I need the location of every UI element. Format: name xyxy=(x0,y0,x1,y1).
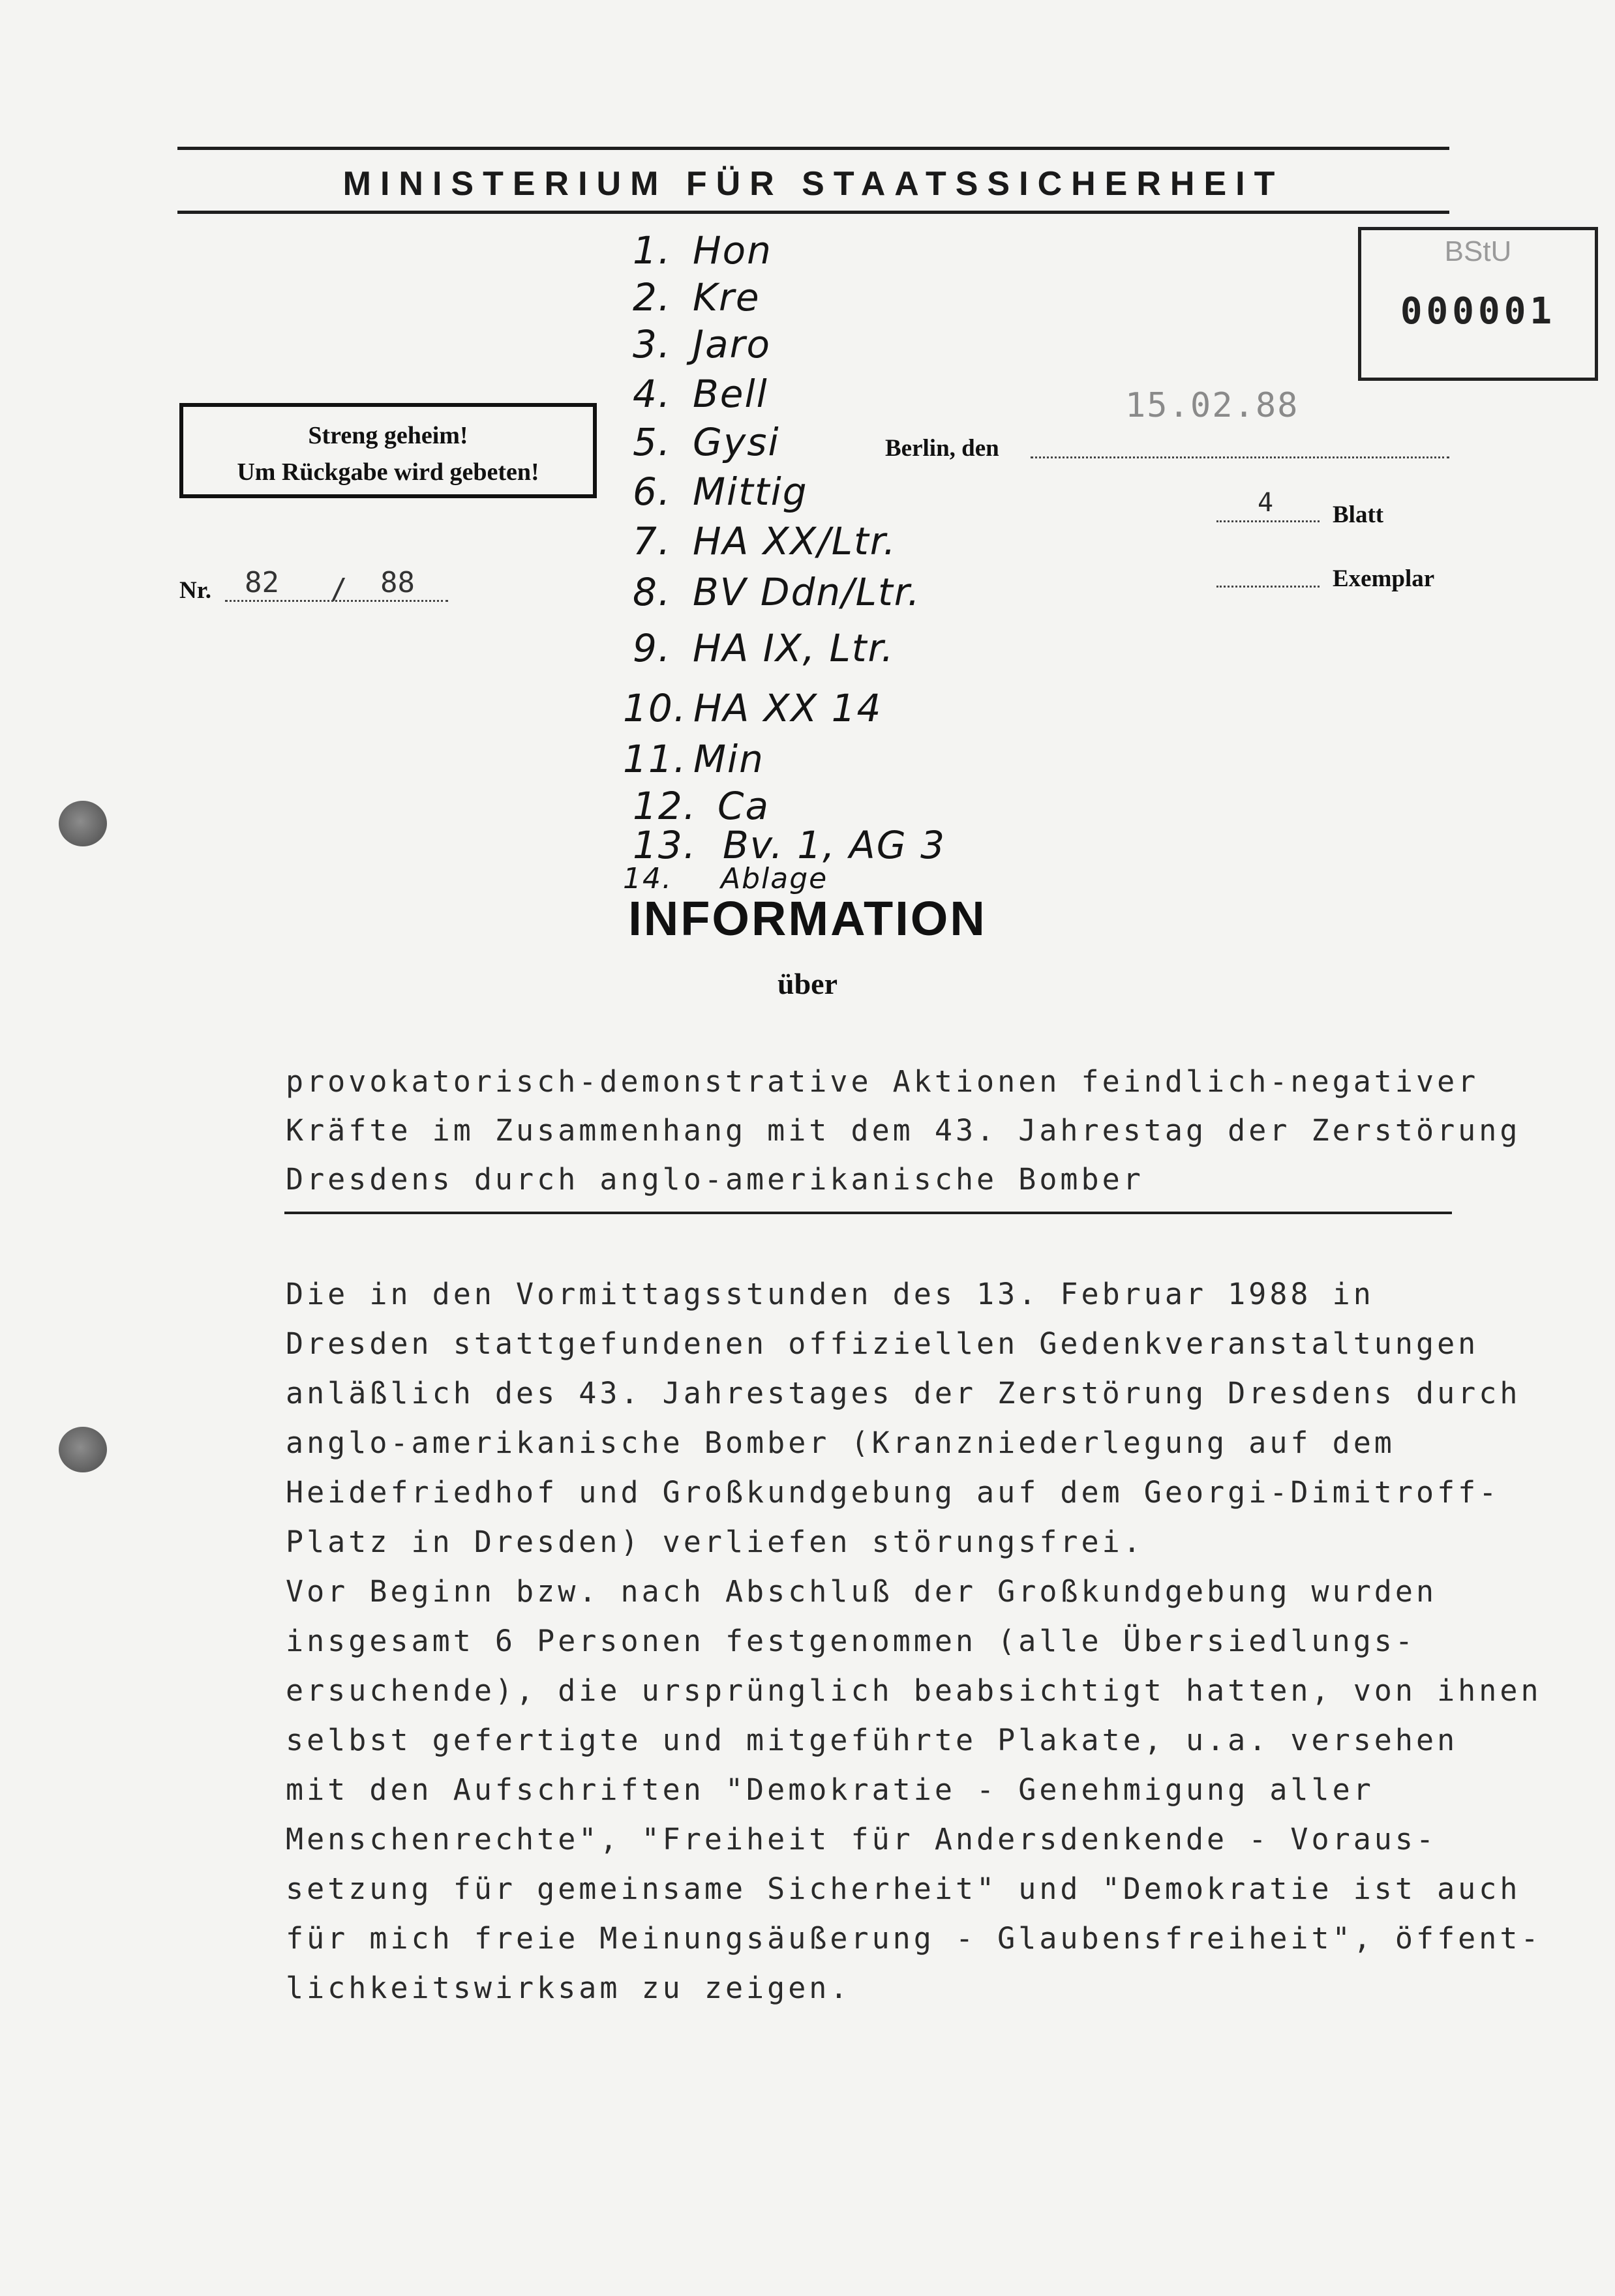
distribution-item: 7. HA XX/Ltr. xyxy=(633,519,897,563)
body-line: für mich freie Meinungsäußerung - Glaubensfreiheit", öffent- xyxy=(286,1921,1542,1956)
doc-number-part1: 82 xyxy=(245,566,279,599)
body-line: lichkeitswirksam zu zeigen. xyxy=(286,1971,851,2005)
distribution-item: 14. Ablage xyxy=(623,862,828,895)
bstu-label: BStU xyxy=(1444,235,1512,267)
distribution-item: 12. Ca xyxy=(633,784,770,828)
doc-number-sep: / xyxy=(330,573,348,606)
body-line: mit den Aufschriften "Demokratie - Genehmigung aller xyxy=(286,1772,1374,1807)
ministry-heading: MINISTERIUM FÜR STAATSSICHERHEIT xyxy=(342,165,1284,203)
subject-line: Kräfte im Zusammenhang mit dem 43. Jahrestag der Zerstörung xyxy=(286,1113,1521,1148)
header-top-rule xyxy=(177,147,1449,150)
distribution-item: 4. Bell xyxy=(633,372,768,416)
blatt-line xyxy=(1216,520,1320,522)
blatt-value: 4 xyxy=(1258,488,1274,518)
body-line: Menschenrechte", "Freiheit für Andersdenkende - Voraus- xyxy=(286,1822,1438,1856)
exemplar-label: Exemplar xyxy=(1333,565,1435,592)
body-line: Dresden stattgefundenen offiziellen Gedenkveranstaltungen xyxy=(286,1326,1479,1361)
place-label: Berlin, den xyxy=(885,435,999,462)
doc-number-line xyxy=(225,600,448,602)
document-title: INFORMATION xyxy=(628,891,987,946)
distribution-item: 9. HA IX, Ltr. xyxy=(633,626,895,670)
body-line: Heidefriedhof und Großkundgebung auf dem Georgi-Dimitroff- xyxy=(286,1475,1500,1510)
bstu-archive-stamp xyxy=(1358,227,1598,381)
classification-box xyxy=(179,403,597,498)
classification-line-2: Um Rückgabe wird gebeten! xyxy=(237,458,539,486)
subject-line: Dresdens durch anglo-amerikanische Bomber xyxy=(286,1162,1144,1197)
distribution-item: 1. Hon xyxy=(633,228,772,273)
date-stamp: 15.02.88 xyxy=(1125,386,1299,425)
body-line: anglo-amerikanische Bomber (Kranzniederlegung auf dem xyxy=(286,1425,1395,1460)
date-line xyxy=(1031,456,1449,458)
header-bottom-rule xyxy=(177,211,1449,214)
doc-number-part2: 88 xyxy=(380,566,415,599)
distribution-item: 13. Bv. 1, AG 3 xyxy=(633,823,946,867)
body-line: ersuchende), die ursprünglich beabsichtigt hatten, von ihnen xyxy=(286,1673,1542,1708)
punch-hole xyxy=(59,1427,107,1472)
body-line: Vor Beginn bzw. nach Abschluß der Großkundgebung wurden xyxy=(286,1574,1438,1609)
distribution-item: 8. BV Ddn/Ltr. xyxy=(633,570,921,614)
body-line: Die in den Vormittagsstunden des 13. Februar 1988 in xyxy=(286,1277,1374,1311)
distribution-item: 10. HA XX 14 xyxy=(623,686,883,730)
document-subtitle: über xyxy=(777,967,838,1000)
body-line: selbst gefertigte und mitgeführte Plakate, u.a. versehen xyxy=(286,1723,1458,1757)
body-line: Platz in Dresden) verliefen störungsfrei. xyxy=(286,1525,1144,1559)
distribution-item: 6. Mittig xyxy=(633,470,808,514)
distribution-item: 11. Min xyxy=(623,737,764,781)
body-line: setzung für gemeinsame Sicherheit" und "Demokratie ist auch xyxy=(286,1871,1521,1906)
subject-line: provokatorisch-demonstrative Aktionen feindlich-negativer xyxy=(286,1064,1479,1099)
distribution-item: 3. Jaro xyxy=(633,322,771,366)
punch-hole xyxy=(59,801,107,846)
exemplar-line xyxy=(1216,586,1320,588)
bstu-number: 000001 xyxy=(1400,290,1556,333)
subject-underline xyxy=(284,1212,1452,1214)
distribution-item: 5. Gysi xyxy=(633,420,780,464)
body-line: anläßlich des 43. Jahrestages der Zerstörung Dresdens durch xyxy=(286,1376,1521,1410)
distribution-item: 2. Kre xyxy=(633,275,761,320)
doc-number-label: Nr. xyxy=(179,577,211,604)
classification-line-1: Streng geheim! xyxy=(308,422,468,449)
blatt-label: Blatt xyxy=(1333,501,1384,528)
body-line: insgesamt 6 Personen festgenommen (alle Übersiedlungs- xyxy=(286,1624,1416,1658)
